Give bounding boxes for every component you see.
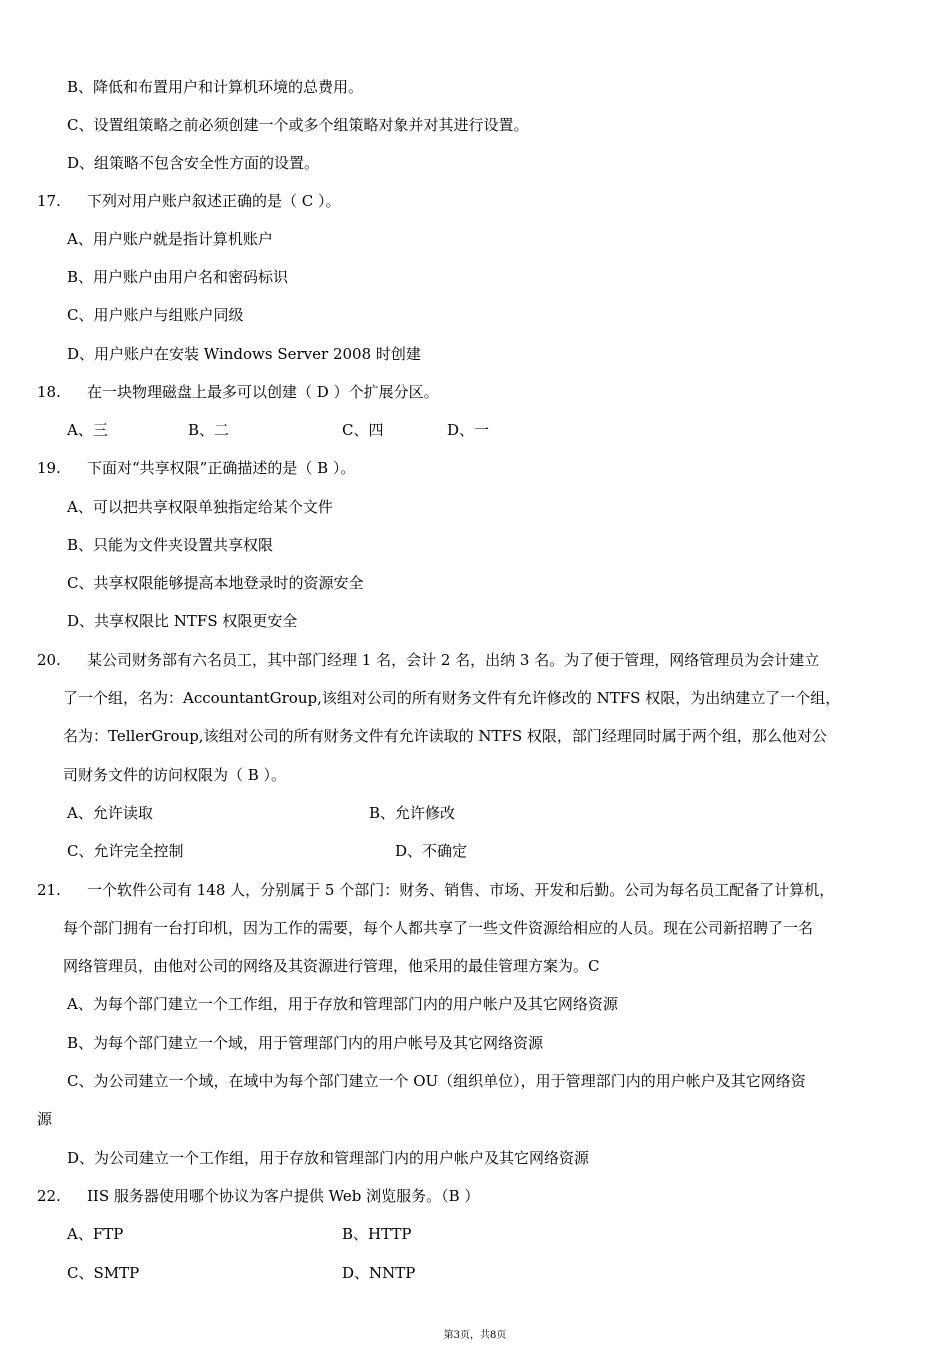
- option: B、二: [188, 421, 230, 439]
- question-number: 19.: [37, 459, 61, 477]
- page-footer: 第3页，共8页: [443, 1330, 507, 1341]
- option: D、不确定: [395, 842, 468, 860]
- option-line-cont: 源: [37, 1110, 53, 1128]
- question-text-cont: 每个部门拥有一台打印机，因为工作的需要，每个人都共享了一些文件资源给相应的人员。现在公司新招聘了一名: [63, 919, 814, 937]
- question-number: 18.: [37, 383, 61, 401]
- option: C、允许完全控制: [67, 842, 184, 860]
- option: B、允许修改: [369, 804, 456, 822]
- option: D、NNTP: [342, 1264, 416, 1282]
- option-line: A、用户账户就是指计算机账户: [67, 230, 273, 248]
- question-text: 下面对“共享权限”正确描述的是（ B ）。: [87, 459, 356, 477]
- option-line: B、为每个部门建立一个域，用于管理部门内的用户帐号及其它网络资源: [67, 1034, 544, 1052]
- option: A、三: [67, 421, 108, 439]
- question-text: IIS 服务器使用哪个协议为客户提供 Web 浏览服务。（B ）: [87, 1187, 480, 1205]
- option-line: B、降低和布置用户和计算机环境的总费用。: [67, 78, 364, 96]
- option: D、一: [447, 421, 490, 439]
- option: A、FTP: [67, 1225, 124, 1243]
- question-text: 下列对用户账户叙述正确的是（ C ）。: [87, 192, 341, 210]
- question-text: 在一块物理磁盘上最多可以创建（ D ）个扩展分区。: [87, 383, 439, 401]
- question-text-cont: 了一个组，名为：AccountantGroup,该组对公司的所有财务文件有允许修改的 NTFS 权限，为出纳建立了一个组，: [63, 689, 841, 707]
- question-text-cont: 名为：TellerGroup,该组对公司的所有财务文件有允许读取的 NTFS 权限，部门经理同时属于两个组，那么他对公: [63, 727, 827, 745]
- option-line: D、共享权限比 NTFS 权限更安全: [67, 612, 298, 630]
- question-number: 21.: [37, 881, 61, 899]
- option-line: A、可以把共享权限单独指定给某个文件: [67, 498, 333, 516]
- question-text-cont: 司财务文件的访问权限为（ B ）。: [63, 766, 287, 784]
- option-line: B、用户账户由用户名和密码标识: [67, 268, 289, 286]
- option-line: B、只能为文件夹设置共享权限: [67, 536, 274, 554]
- option: B、HTTP: [342, 1225, 412, 1243]
- question-text-cont: 网络管理员，由他对公司的网络及其资源进行管理，他采用的最佳管理方案为。C: [63, 957, 600, 975]
- option-line: C、为公司建立一个域，在域中为每个部门建立一个 OU（组织单位），用于管理部门内的用户帐户及其它网络资: [67, 1072, 806, 1090]
- question-text: 某公司财务部有六名员工，其中部门经理 1 名，会计 2 名，出纳 3 名。为了便于管理，网络管理员为会计建立: [87, 651, 820, 669]
- option-line: C、用户账户与组账户同级: [67, 306, 244, 324]
- option: C、四: [342, 421, 384, 439]
- question-number: 20.: [37, 651, 61, 669]
- question-number: 22.: [37, 1187, 61, 1205]
- option-line: C、设置组策略之前必须创建一个或多个组策略对象并对其进行设置。: [67, 116, 529, 134]
- option-line: D、为公司建立一个工作组，用于存放和管理部门内的用户帐户及其它网络资源: [67, 1149, 590, 1167]
- option-line: A、为每个部门建立一个工作组，用于存放和管理部门内的用户帐户及其它网络资源: [67, 995, 618, 1013]
- option-line: D、用户账户在安装 Windows Server 2008 时创建: [67, 345, 421, 363]
- option-line: C、共享权限能够提高本地登录时的资源安全: [67, 574, 364, 592]
- option-line: D、组策略不包含安全性方面的设置。: [67, 154, 320, 172]
- question-number: 17.: [37, 192, 61, 210]
- option: A、允许读取: [67, 804, 153, 822]
- question-text: 一个软件公司有 148 人，分别属于 5 个部门：财务、销售、市场、开发和后勤。公司为每名员工配备了计算机，: [87, 881, 835, 899]
- option: C、SMTP: [67, 1264, 140, 1282]
